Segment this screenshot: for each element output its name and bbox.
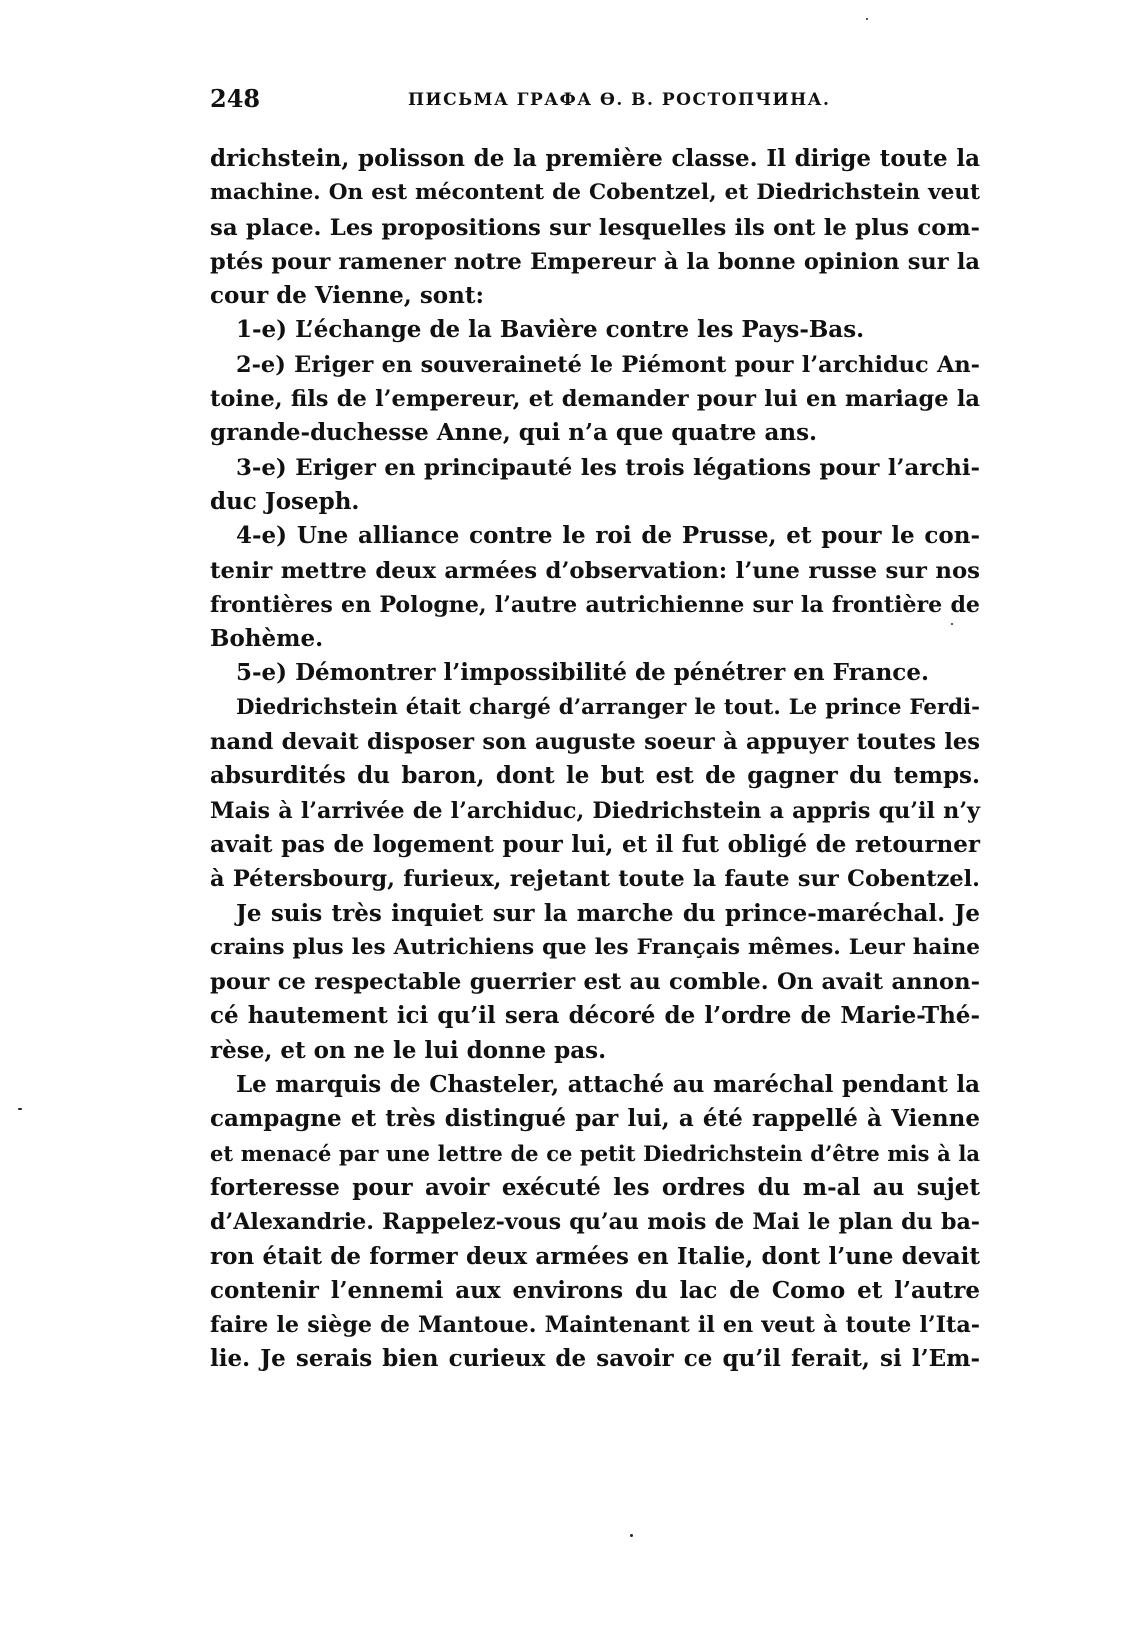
text-line: Mais à l’arrivée de l’archiduc, Diedrichstein a appris qu’il n’y xyxy=(210,797,980,824)
text-line: forteresse pour avoir exécuté les ordres du m-al au sujet xyxy=(210,1173,980,1201)
body-text xyxy=(210,142,980,1377)
text-line: tenir mettre deux armées d’observation: l’une russe sur nos xyxy=(210,557,980,584)
running-head xyxy=(210,84,980,118)
text-line: 2-e) Eriger en souveraineté le Piémont pour l’archiduc An- xyxy=(236,351,980,378)
text-line: pour ce respectable guerrier est au comble. On avait annon- xyxy=(210,969,980,996)
text-line: cé hautement ici qu’il sera décoré de l’ordre de Marie-Thé- xyxy=(210,1002,980,1030)
text-line: drichstein, polisson de la première classe. Il dirige toute la xyxy=(210,145,980,172)
text-line: crains plus les Autrichiens que les Français mêmes. Leur haine xyxy=(210,934,980,960)
text-line: rèse, et on ne le lui donne pas. xyxy=(210,1036,607,1064)
print-speck xyxy=(18,1108,22,1110)
text-line: toine, fils de l’empereur, et demander pour lui en mariage la xyxy=(210,386,980,413)
text-line: machine. On est mécontent de Cobentzel, et Diedrichstein veut xyxy=(210,180,980,206)
text-line: Le marquis de Chasteler, attaché au maréchal pendant la xyxy=(236,1071,980,1099)
text-line: contenir l’ennemi aux environs du lac de Como et l’autre xyxy=(210,1276,980,1304)
text-line: cour de Vienne, sont: xyxy=(210,282,484,310)
text-line: absurdités du baron, dont le but est de gagner du temps. xyxy=(210,762,980,790)
text-line: lie. Je serais bien curieux de savoir ce qu’il ferait, si l’Em- xyxy=(210,1345,980,1373)
text-line: nand devait disposer son auguste soeur à appuyer toutes les xyxy=(210,729,980,756)
text-line: à Pétersbourg, furieux, rejetant toute la faute sur Cobentzel. xyxy=(210,866,980,893)
text-line: 4-e) Une alliance contre le roi de Prusse, et pour le con- xyxy=(236,522,980,550)
text-line: ron était de former deux armées en Italie, dont l’une devait xyxy=(210,1242,980,1270)
text-line: et menacé par une lettre de ce petit Diedrichstein d’être mis à la xyxy=(210,1140,980,1166)
text-line: d’Alexandrie. Rappelez-vous qu’au mois de Mai le plan du ba- xyxy=(210,1209,980,1236)
text-line: Je suis très inquiet sur la marche du prince-maréchal. Je xyxy=(236,899,980,927)
text-line: sa place. Les propositions sur lesquelles ils ont le plus com- xyxy=(210,214,980,241)
text-line: frontières en Pologne, l’autre autrichienne sur la frontière de xyxy=(210,591,980,618)
text-line: 3-e) Eriger en principauté les trois légations pour l’archi- xyxy=(236,454,980,481)
text-line: ptés pour ramener notre Empereur à la bonne opinion sur la xyxy=(210,248,980,275)
text-line: grande-duchesse Anne, qui n’a que quatre ans. xyxy=(210,419,818,447)
running-title: ПИСЬМА ГРАФА Ѳ. В. РОСТОПЧИНА. xyxy=(408,90,831,110)
text-line: campagne et très distingué par lui, a été rappellé à Vienne xyxy=(210,1105,980,1133)
text-line: 5-e) Démontrer l’impossibilité de pénétrer en France. xyxy=(236,659,929,687)
text-line: duc Joseph. xyxy=(210,487,360,515)
text-line: Bohème. xyxy=(210,625,324,653)
text-line: 1-e) L’échange de la Bavière contre les Pays-Bas. xyxy=(236,316,865,344)
print-speck xyxy=(866,18,868,20)
print-speck xyxy=(630,1534,633,1537)
page-number: 248 xyxy=(210,84,261,113)
text-line: Diedrichstein était chargé d’arranger le tout. Le prince Ferdi- xyxy=(236,694,980,720)
text-line: faire le siège de Mantoue. Maintenant il en veut à toute l’Ita- xyxy=(210,1312,980,1339)
text-line: avait pas de logement pour lui, et il fut obligé de retourner xyxy=(210,830,980,858)
print-speck xyxy=(951,623,953,625)
